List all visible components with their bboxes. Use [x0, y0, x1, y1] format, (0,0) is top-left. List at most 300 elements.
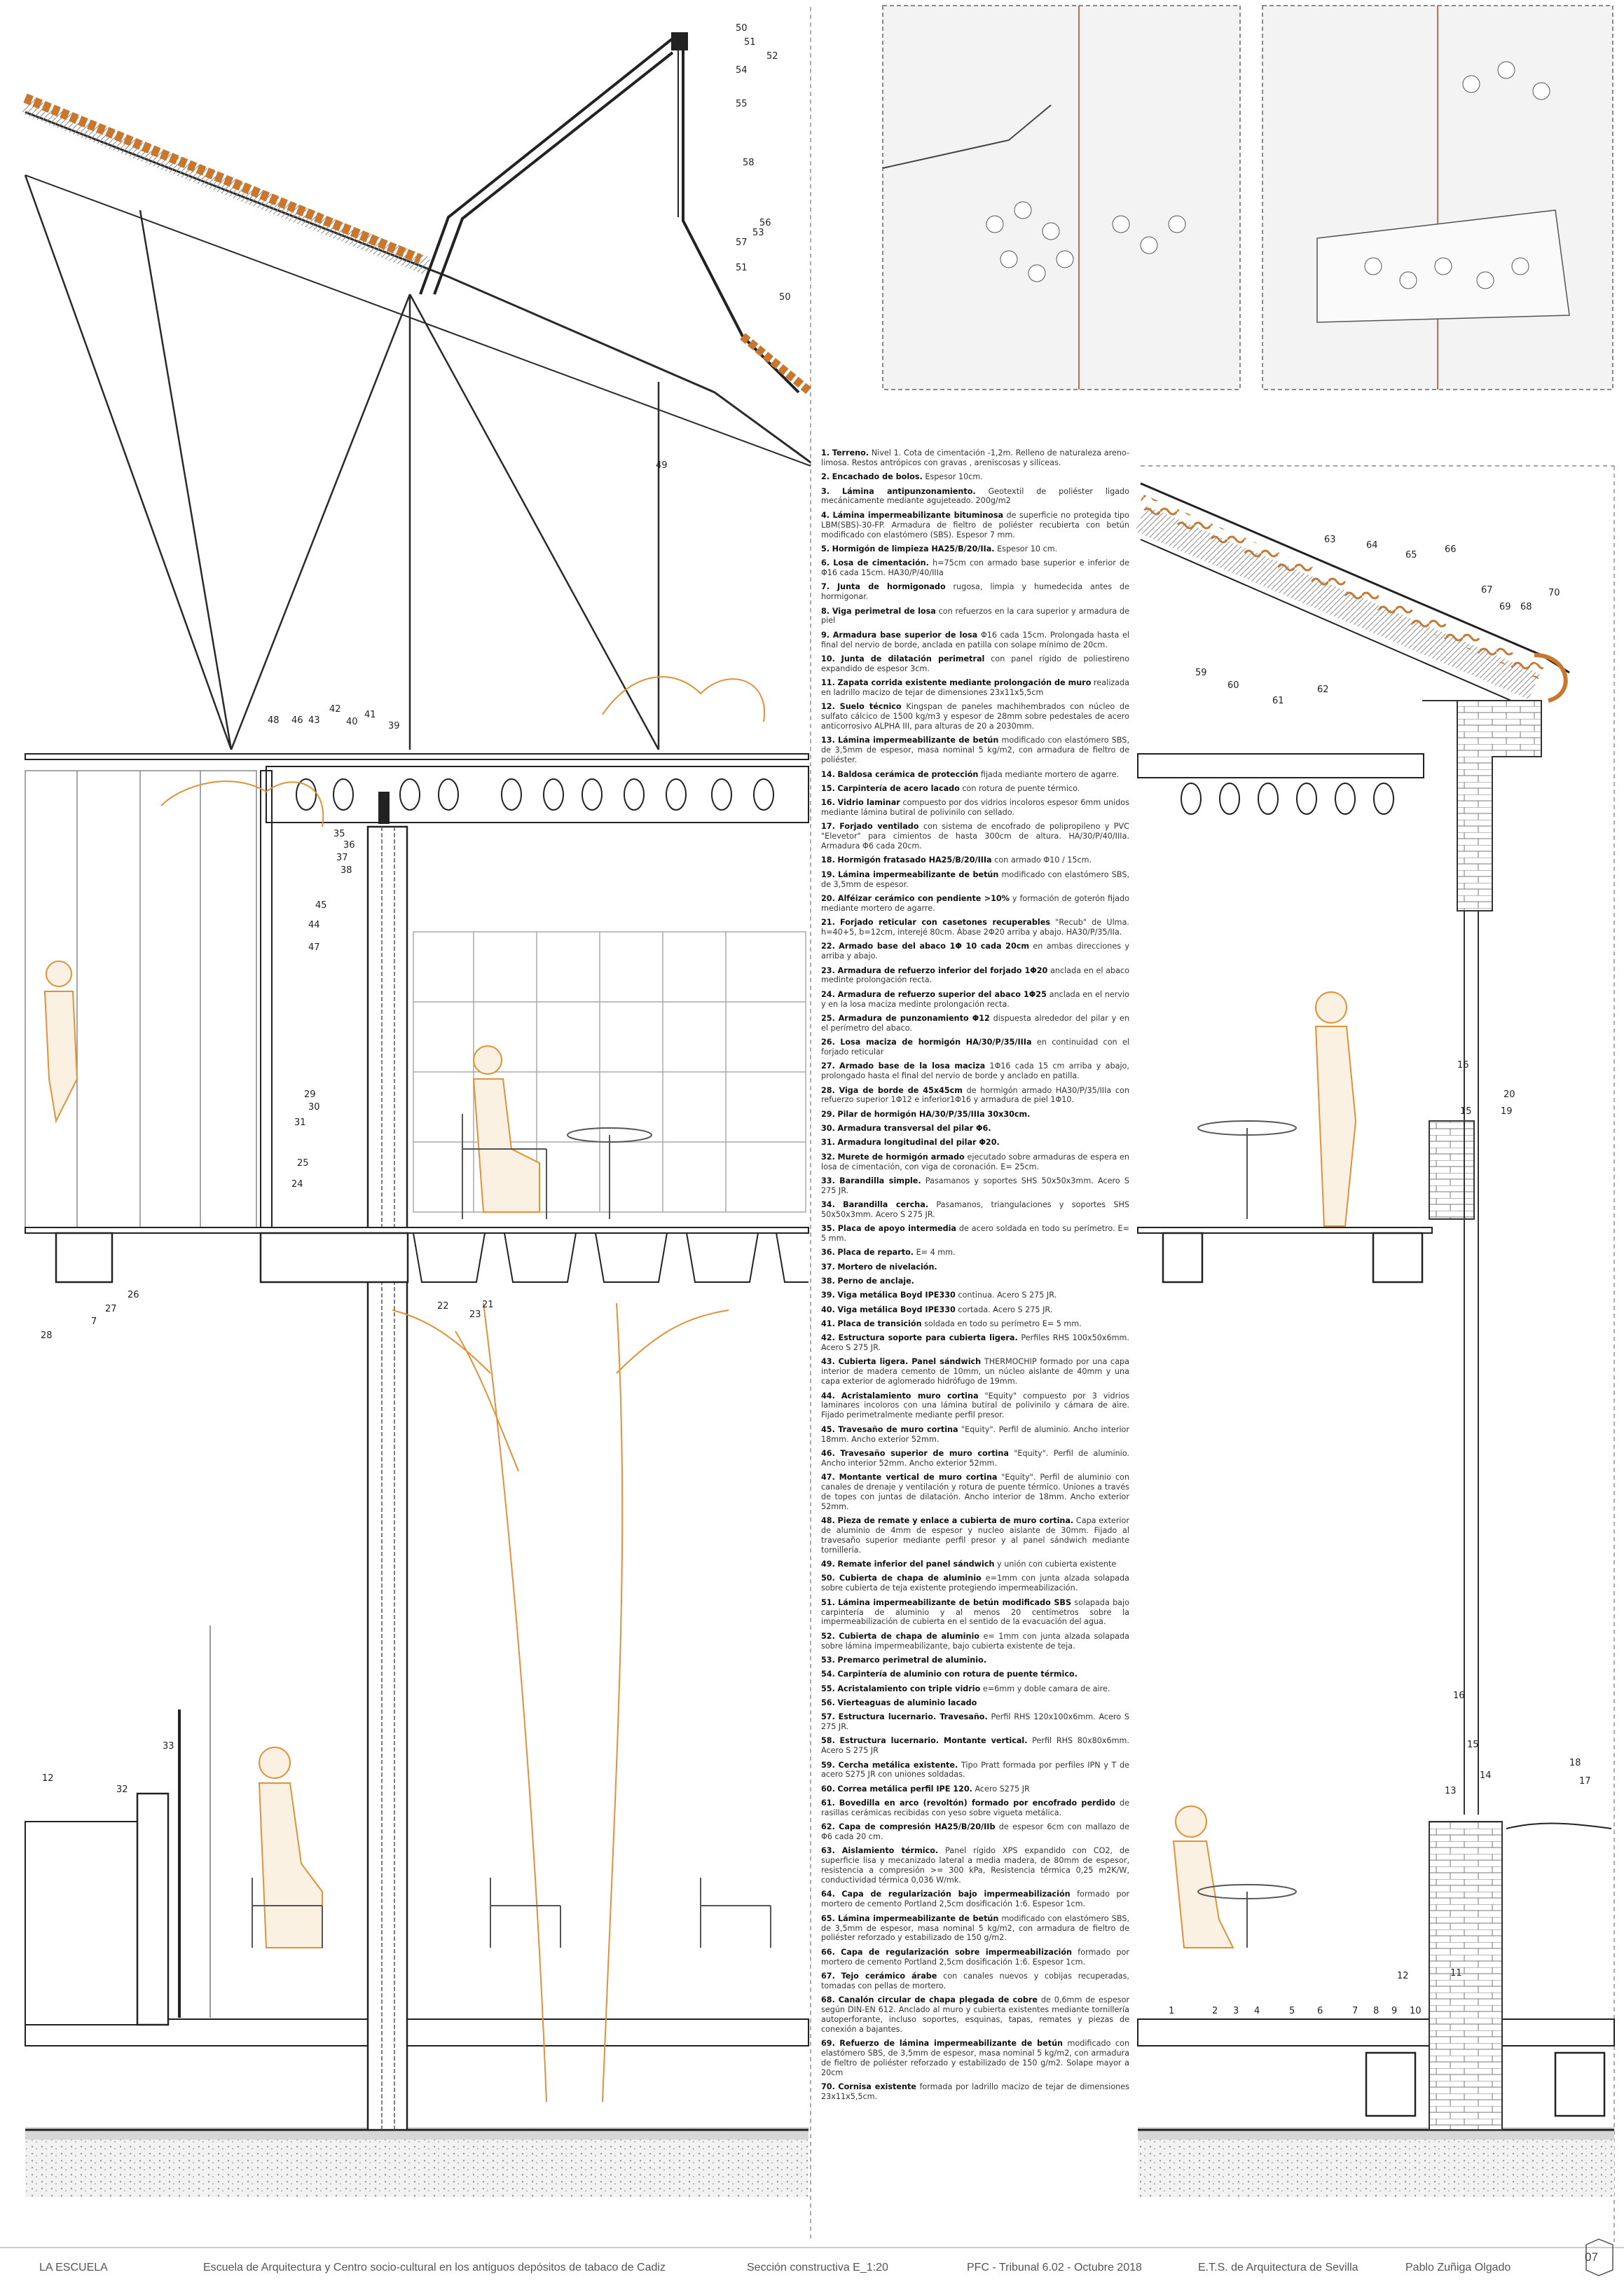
legend-item — [821, 770, 1129, 780]
legend-item-number: 60. — [821, 1784, 835, 1794]
legend-item-text: solapada bajo carpintería de aluminio y al menos 20 centímetros sobre la impermeabilización de cubierta en el sentido de la evacuación del agua. — [821, 1597, 1129, 1627]
footer-section: Sección constructiva E_1:20 — [747, 2262, 888, 2273]
legend-item — [821, 1110, 1129, 1120]
legend-item — [821, 607, 1129, 626]
svg-text:15: 15 — [1460, 1106, 1472, 1117]
legend-item — [821, 1263, 1129, 1272]
legend-item-number: 66. — [821, 1947, 835, 1957]
legend-item-text: rugosa, limpia y humedecida antes de hormigonar. — [821, 582, 1129, 602]
legend-item-heading: Estructura soporte para cubierta ligera. — [838, 1333, 1018, 1343]
svg-text:8: 8 — [1373, 2006, 1379, 2016]
legend-item-heading: Travesaño superior de muro cortina — [840, 1448, 1009, 1458]
svg-text:65: 65 — [1405, 550, 1417, 560]
legend-item — [821, 1153, 1129, 1172]
legend-item-heading: Viga metálica Boyd IPE330 — [837, 1305, 956, 1314]
legend-item-text: anclada en el abaco medinte prolongación recta. — [821, 965, 1129, 985]
legend-item — [821, 1224, 1129, 1244]
legend-item-text: "Equity". Perfil de aluminio. Ancho interior 52mm. Ancho exterior 52mm. — [821, 1448, 1129, 1468]
legend-item-text: fijada mediante mortero de agarre. — [980, 769, 1120, 779]
legend-item — [821, 702, 1129, 731]
svg-text:29: 29 — [304, 1089, 316, 1100]
legend-item-number: 62. — [821, 1822, 835, 1832]
legend-item-number: 29. — [821, 1109, 835, 1119]
svg-text:40: 40 — [346, 717, 358, 727]
legend-item-heading: Viga metálica Boyd IPE330 — [837, 1291, 956, 1300]
legend-item-text: de 0,6mm de espesor según DIN-EN 612. Anclado al muro y cubierta existentes mediante tornillería autoperforante, incluso soportes, esquinas, tapas, remates y piezas de conexión a bajantes. — [821, 1995, 1130, 2034]
legend-item-text: formado por mortero de cemento Portland 2,5cm dosificación 1:6. Espesor 1cm. — [821, 1890, 1130, 1909]
svg-text:51: 51 — [744, 37, 756, 48]
legend-item-number: 28. — [821, 1085, 835, 1095]
svg-text:36: 36 — [343, 840, 355, 851]
legend-item-number: 16. — [821, 798, 835, 808]
legend-item — [821, 544, 1129, 554]
legend-item-text: "Equity". Perfil de aluminio con canales de drenaje y ventilación y rotura de puente térmico. Uniones a través de topes con juntas de dilatación. Ancho interior de 18mm. Ancho exterior 52mm. — [821, 1473, 1129, 1511]
legend-item-heading: Armadura longitudinal del pilar Φ20. — [837, 1138, 1000, 1148]
legend-item-number: 49. — [821, 1560, 835, 1569]
legend-item-number: 57. — [821, 1712, 835, 1722]
legend-item — [821, 1391, 1129, 1421]
legend-item-number: 10. — [821, 654, 835, 663]
legend-item-number: 47. — [821, 1473, 835, 1482]
legend-item-heading: Canalón circular de chapa plegada de cobre — [838, 1995, 1038, 2005]
legend-item-text: modificado con elastómero SBS, de 3,5mm de espesor. — [821, 869, 1129, 889]
legend-item-heading: Cubierta de chapa de aluminio — [839, 1631, 979, 1641]
svg-text:61: 61 — [1272, 696, 1284, 706]
legend-item-text: con sistema de encofrado de polipropileno y PVC "Elevetor" para cimientos de hasta 300cm de altura. HA/30/P/40/IIIa. Armadura Φ6 cada 20cm. — [821, 822, 1129, 851]
legend-item-text: Espesor 10cm. — [925, 472, 983, 482]
footer-author: Pablo Zuñiga Olgado — [1405, 2262, 1511, 2273]
legend-item-text: Geotextil de poliéster ligado mecánicamente mediante agujeteado. 200g/m2 — [821, 486, 1129, 506]
legend-item-text: de hormigón armado HA30/P/35/IIIa con refuerzo superior 1Φ12 e inferior1Φ16 y armadura de piel 1Φ10. — [821, 1085, 1129, 1105]
svg-text:6: 6 — [1317, 2006, 1323, 2016]
legend-item-text: anclada en el nervio y en la losa maciza medinte prolongación recta. — [821, 989, 1129, 1009]
svg-text:38: 38 — [340, 865, 352, 876]
svg-text:9: 9 — [1391, 2006, 1398, 2016]
legend-item — [821, 1972, 1129, 1991]
legend-item-text: cortada. Acero S 275 JR. — [958, 1305, 1053, 1314]
legend-item-heading: Hormigón de limpieza HA25/B/20/IIa. — [832, 544, 995, 553]
legend-item-heading: Vidrio laminar — [837, 798, 900, 808]
legend-item-heading: Alféizar cerámico con pendiente >10% — [837, 893, 1010, 903]
legend-item-text: Tipo Pratt formada por perfiles IPN y T de acero S275 JR con uniones soldadas. — [821, 1760, 1129, 1780]
legend-item-text: Acero S275 JR — [975, 1784, 1030, 1794]
legend-item-heading: Carpintería de aluminio con rotura de puente térmico. — [837, 1670, 1078, 1679]
legend-item-number: 9. — [821, 630, 830, 640]
legend-item — [821, 798, 1129, 818]
legend-item-text: realizada en ladrillo macizo de tejar de dimensiones 23x11x5,5cm — [821, 678, 1129, 698]
footer-school: LA ESCUELA — [39, 2262, 108, 2273]
svg-text:67: 67 — [1481, 585, 1493, 596]
legend-item-number: 39. — [821, 1291, 835, 1300]
legend-item-text: "Equity". Perfil de aluminio. Ancho interior 18mm. Ancho exterior 52mm. — [821, 1424, 1129, 1444]
svg-text:51: 51 — [736, 263, 748, 273]
svg-text:20: 20 — [1503, 1089, 1515, 1100]
svg-text:13: 13 — [1445, 1786, 1457, 1796]
legend-item-heading: Hormigón fratasado HA25/B/20/IIIa — [837, 855, 992, 865]
legend-item — [821, 1656, 1129, 1665]
svg-text:2: 2 — [1212, 2006, 1218, 2016]
legend-item-text: y formación de goterón fijado mediante mortero de agarre. — [821, 893, 1129, 913]
legend-item — [821, 558, 1129, 578]
legend-item-text: de espesor 6cm con mallazo de Φ6 cada 20 cm. — [821, 1822, 1130, 1842]
legend-item-heading: Capa de compresión HA25/B/20/IIb — [839, 1822, 996, 1832]
legend-item-text: Panel rígido XPS expandido con CO2, de superficie lisa y mecanizado lateral a media madera, de 80mm de espesor, resistencia a compresión >= 300 kPa, Resistencia térmica 0,25 m2K/W, conductividad térmica 0,036 W/mk. — [821, 1846, 1129, 1885]
legend-item-number: 64. — [821, 1890, 835, 1899]
legend-item-number: 61. — [821, 1798, 835, 1808]
legend-item-heading: Terreno. — [832, 448, 869, 458]
legend-item-heading: Refuerzo de lámina impermeabilizante de betún — [839, 2039, 1063, 2049]
legend-item-heading: Premarco perimetral de aluminio. — [837, 1655, 987, 1665]
legend-item — [821, 1038, 1129, 1057]
svg-text:43: 43 — [308, 715, 320, 726]
plan-thumbnail-1 — [883, 6, 1240, 390]
legend-item-heading: Viga de borde de 45x45cm — [839, 1085, 963, 1095]
svg-text:23: 23 — [469, 1309, 481, 1320]
legend-item-number: 58. — [821, 1736, 835, 1746]
legend-item-heading: Placa de apoyo intermedia — [837, 1224, 956, 1234]
legend-item-heading: Armadura de refuerzo inferior del forjado 1Φ20 — [837, 965, 1048, 975]
legend-item — [821, 855, 1129, 865]
svg-text:47: 47 — [308, 942, 320, 953]
svg-text:44: 44 — [308, 920, 320, 930]
legend-item — [821, 1684, 1129, 1694]
legend-item — [821, 1333, 1129, 1353]
legend-item-text: continua. Acero S 275 JR. — [958, 1291, 1057, 1300]
legend-item-number: 59. — [821, 1760, 835, 1770]
legend-item-heading: Lámina impermeabilizante de betún — [837, 1913, 999, 1923]
svg-text:70: 70 — [1548, 588, 1560, 598]
legend-item-heading: Capa de regularización sobre impermeabilización — [841, 1947, 1072, 1957]
legend-item — [821, 2082, 1129, 2102]
legend-item-heading: Encachado de bolos. — [832, 472, 923, 482]
legend-item-number: 31. — [821, 1138, 835, 1148]
legend-item — [821, 966, 1129, 986]
svg-text:15: 15 — [1467, 1740, 1479, 1750]
legend-item — [821, 1061, 1129, 1081]
legend-item-number: 26. — [821, 1038, 835, 1047]
legend-item — [821, 1124, 1129, 1134]
svg-text:49: 49 — [656, 460, 668, 471]
legend-item-number: 56. — [821, 1698, 835, 1707]
legend-item-number: 19. — [821, 869, 835, 879]
legend-item-number: 21. — [821, 918, 835, 928]
legend-item-heading: Armado base de la losa maciza — [839, 1061, 986, 1071]
legend-item-number: 33. — [821, 1176, 835, 1185]
legend-item — [821, 1200, 1129, 1220]
legend-item — [821, 990, 1129, 1010]
legend-item-text: modificado con elastómero SBS, de 3,5mm de espesor, masa nominal 5 kg/m2, con armadura de fieltro de poliéster. — [821, 736, 1129, 765]
svg-text:42: 42 — [329, 704, 341, 715]
legend-item — [821, 1736, 1129, 1756]
svg-text:7: 7 — [91, 1316, 97, 1327]
legend-item-text: Capa exterior de aluminio de 4mm de espesor y nucleo aislante de 30mm. Fijado al travesaño superior mediante perfil presor y al panel sándwich mediante tornillería. — [821, 1516, 1129, 1555]
legend-item-heading: Estructura lucernario. Montante vertical. — [839, 1736, 1028, 1746]
svg-text:12: 12 — [1397, 1971, 1409, 1981]
legend-item-text: de rasillas cerámicas recibidas con yeso sobre vigueta metálica. — [821, 1798, 1129, 1817]
legend-item-number: 12. — [821, 702, 835, 712]
legend-item-text: soldada en todo su perímetro E= 5 mm. — [924, 1319, 1082, 1328]
legend-item-number: 55. — [821, 1684, 835, 1693]
svg-text:3: 3 — [1233, 2006, 1239, 2016]
legend-item-number: 13. — [821, 736, 835, 745]
legend-item — [821, 1846, 1129, 1885]
legend-item-heading: Placa de transición — [837, 1319, 922, 1328]
legend-item — [821, 1574, 1129, 1593]
legend-item-text: h=75cm con armado base superior e inferior de Φ16 cada 15cm. HA30/P/40/IIIa — [821, 558, 1129, 578]
legend-item-text: Nivel 1. Cota de cimentación -1,2m. Relleno de naturaleza areno-limosa. Restos antrópicos con gravas , areniscosas y silíceas. — [821, 448, 1130, 467]
svg-text:39: 39 — [388, 721, 400, 731]
legend-item — [821, 1014, 1129, 1033]
svg-text:52: 52 — [766, 51, 778, 62]
legend-item-number: 52. — [821, 1631, 835, 1641]
legend-item-number: 3. — [821, 486, 830, 496]
legend-item-text: 1Φ16 cada 15 cm arriba y abajo, prolongado hasta el final del nervio de borde y anclado en patilla. — [821, 1061, 1129, 1081]
legend-item-text: compuesto por dos vidrios incoloros espesor 6mm unidos mediante lámina butiral de polivinilo con sellado. — [821, 798, 1129, 818]
svg-text:58: 58 — [743, 158, 755, 168]
right-brick-wall — [1422, 701, 1541, 2130]
legend-item-number: 34. — [821, 1200, 835, 1210]
legend-item-number: 65. — [821, 1913, 835, 1923]
svg-text:53: 53 — [752, 228, 764, 238]
legend-item-number: 42. — [821, 1333, 835, 1343]
legend-item-text: de acero soldada en todo su perímetro. E= 5 mm. — [821, 1224, 1129, 1244]
legend-item-number: 4. — [821, 510, 830, 520]
legend-item-number: 30. — [821, 1124, 835, 1134]
legend-item — [821, 448, 1129, 468]
legend-item-number: 51. — [821, 1597, 835, 1607]
left-lower-elements — [25, 1625, 210, 2025]
legend-item-text: con panel rígido de poliestireno expandido de espesor 3cm. — [821, 654, 1129, 673]
svg-text:19: 19 — [1501, 1106, 1513, 1117]
legend-item-heading: Armadura base superior de losa — [832, 630, 978, 640]
legend-item — [821, 1277, 1129, 1286]
legend-item-number: 18. — [821, 855, 835, 865]
legend-item-number: 40. — [821, 1305, 835, 1314]
legend-item-number: 20. — [821, 893, 835, 903]
svg-text:25: 25 — [297, 1158, 309, 1169]
legend-item-text: E= 4 mm. — [916, 1248, 956, 1258]
legend-item — [821, 1784, 1129, 1794]
legend-item — [821, 1473, 1129, 1512]
legend-item-text: con canales nuevos y cobijas recuperadas, tomadas con pellas de mortero. — [821, 1971, 1129, 1990]
legend-item-heading: Perno de anclaje. — [837, 1277, 914, 1286]
legend-item-number: 8. — [821, 606, 830, 616]
legend-item — [821, 1598, 1129, 1628]
legend-item-text: con rotura de puente térmico. — [962, 783, 1080, 793]
legend-item — [821, 1995, 1129, 2035]
legend-item-heading: Estructura lucernario. Travesaño. — [838, 1712, 988, 1722]
legend-item-number: 53. — [821, 1655, 835, 1665]
svg-text:48: 48 — [268, 715, 280, 726]
svg-text:68: 68 — [1520, 602, 1532, 612]
svg-text:16: 16 — [1457, 1060, 1469, 1071]
legend-item — [821, 511, 1129, 540]
svg-text:11: 11 — [1450, 1968, 1462, 1979]
svg-text:4: 4 — [1254, 2006, 1260, 2016]
legend-item — [821, 1560, 1129, 1569]
legend-item-heading: Suelo técnico — [839, 702, 902, 712]
legend-item-number: 41. — [821, 1319, 835, 1328]
legend-item-text: con armado Φ10 / 15cm. — [994, 855, 1092, 865]
legend-item-text: Perfil RHS 80x80x6mm. Acero S 275 JR — [821, 1736, 1129, 1756]
legend-item-text: Pasamanos y soportes SHS 50x50x3mm. Acero S 275 JR. — [821, 1176, 1130, 1195]
legend-item-heading: Placa de reparto. — [837, 1248, 914, 1258]
svg-text:28: 28 — [41, 1330, 53, 1341]
footer-project: Escuela de Arquitectura y Centro socio-cultural en los antiguos depósitos de tabaco de Cadiz — [203, 2262, 666, 2273]
svg-text:30: 30 — [308, 1102, 320, 1113]
legend-item-number: 68. — [821, 1995, 835, 2005]
legend-item — [821, 1632, 1129, 1651]
legend-item — [821, 1291, 1129, 1300]
legend-item-text: en continuidad con el forjado reticular — [821, 1038, 1130, 1057]
legend-item-heading: Barandilla simple. — [839, 1176, 921, 1185]
svg-text:5: 5 — [1289, 2006, 1295, 2016]
legend-item-number: 2. — [821, 472, 830, 482]
legend-item-text: modificado con elastómero SBS, de 3,5mm de espesor, masa nominal 5 kg/m2, con armadura de fieltro de poliéster reforzado y estabilizado de 150 g/m2. Solape mayor a 20cm — [821, 2039, 1129, 2077]
legend-item-text: en ambas direcciones y arriba y abajo. — [821, 942, 1130, 961]
legend-item-number: 36. — [821, 1248, 835, 1258]
legend-item — [821, 1248, 1129, 1258]
legend-item-heading: Acristalamiento muro cortina — [841, 1391, 979, 1401]
legend-item — [821, 1086, 1129, 1106]
legend-item-heading: Cornisa existente — [838, 2082, 916, 2092]
legend-item-number: 48. — [821, 1516, 835, 1526]
legend-item — [821, 1357, 1129, 1387]
legend-item-number: 32. — [821, 1152, 835, 1162]
svg-text:35: 35 — [333, 829, 345, 839]
legend-item-heading: Lámina antipunzonamiento. — [842, 486, 976, 496]
legend-item — [821, 1176, 1129, 1196]
legend-item — [821, 631, 1129, 650]
legend-item — [821, 582, 1129, 602]
legend-item-number: 27. — [821, 1061, 835, 1071]
legend-item — [821, 2039, 1129, 2078]
footer-pfc: PFC - Tribunal 6.02 - Octubre 2018 — [967, 2262, 1142, 2273]
svg-text:32: 32 — [116, 1784, 128, 1795]
legend-item-heading: Armadura de refuerzo superior del abaco 1Φ25 — [837, 989, 1047, 999]
svg-text:33: 33 — [163, 1741, 174, 1752]
legend-item — [821, 822, 1129, 851]
svg-text:63: 63 — [1324, 535, 1336, 545]
legend-item-heading: Armado base del abaco 1Φ 10 cada 20cm — [839, 942, 1030, 951]
legend-item-text: con refuerzos en la cara superior y armadura de piel — [821, 606, 1130, 626]
svg-text:50: 50 — [779, 292, 791, 303]
legend-item-number: 46. — [821, 1448, 835, 1458]
legend-item-number: 17. — [821, 822, 835, 832]
svg-text:55: 55 — [736, 99, 748, 109]
legend-item — [821, 894, 1129, 914]
legend-item-number: 24. — [821, 989, 835, 999]
legend-item — [821, 1914, 1129, 1944]
legend-item-number: 22. — [821, 942, 835, 951]
footer-ets: E.T.S. de Arquitectura de Sevilla — [1198, 2262, 1358, 2273]
legend-item-number: 25. — [821, 1013, 835, 1023]
legend-item — [821, 1698, 1129, 1708]
legend-item-number: 7. — [821, 582, 830, 592]
svg-text:17: 17 — [1579, 1776, 1591, 1787]
legend-item-heading: Armadura transversal del pilar Φ6. — [837, 1124, 991, 1134]
legend-item-text: e= 1mm con junta alzada solapada sobre lámina impermeabilizante, bajo cubierta existente de teja. — [821, 1631, 1129, 1651]
person-figures — [45, 961, 1356, 1948]
legend-item — [821, 1516, 1129, 1555]
legend-item-number: 69. — [821, 2039, 835, 2049]
svg-text:26: 26 — [128, 1290, 139, 1300]
legend-item-heading: Barandilla cercha. — [843, 1200, 929, 1210]
legend-item-number: 37. — [821, 1262, 835, 1272]
legend-item-heading: Bovedilla en arco (revoltón) formado por encofrado perdido — [839, 1798, 1116, 1808]
legend-item-heading: Junta de hormigonado — [837, 582, 946, 592]
concrete-column — [368, 827, 407, 2130]
legend-item-number: 23. — [821, 965, 835, 975]
legend-item-heading: Remate inferior del panel sándwich — [837, 1560, 995, 1569]
legend-item-heading: Lámina impermeabilizante de betún modificado SBS — [838, 1597, 1072, 1607]
svg-text:60: 60 — [1227, 680, 1239, 691]
legend-item-heading: Pilar de hormigón HA/30/P/35/IIIa 30x30cm. — [837, 1109, 1031, 1119]
legend-item-heading: Cubierta ligera. Panel sándwich — [838, 1357, 982, 1367]
svg-text:27: 27 — [105, 1304, 117, 1314]
svg-text:12: 12 — [42, 1773, 54, 1784]
legend-item — [821, 1822, 1129, 1842]
svg-text:14: 14 — [1480, 1770, 1492, 1781]
legend-item — [821, 654, 1129, 674]
legend-item-heading: Lámina impermeabilizante de betún — [837, 736, 999, 745]
plan-thumbnail-2 — [1262, 6, 1613, 390]
legend-item — [821, 1948, 1129, 1967]
svg-text:22: 22 — [437, 1301, 449, 1312]
svg-text:46: 46 — [291, 715, 303, 726]
legend-item-heading: Baldosa cerámica de protección — [837, 769, 979, 779]
svg-text:69: 69 — [1499, 602, 1511, 612]
legend-item — [821, 1712, 1129, 1732]
legend-item-heading: Travesaño de muro cortina — [838, 1424, 958, 1434]
svg-text:1: 1 — [1169, 2006, 1175, 2016]
legend-item — [821, 1319, 1129, 1329]
svg-text:62: 62 — [1317, 684, 1329, 695]
legend-item-heading: Tejo cerámico árabe — [841, 1971, 937, 1981]
legend-item — [821, 1798, 1129, 1818]
legend-item-heading: Losa maciza de hormigón HA/30/P/35/IIIa — [840, 1038, 1032, 1047]
legend-item-text: ejecutado sobre armaduras de espera en losa de cimentación, con viga de coronación. E= 25cm. — [821, 1152, 1129, 1171]
legend-item-heading: Viga perimetral de losa — [832, 606, 936, 616]
svg-text:41: 41 — [364, 710, 376, 720]
svg-text:16: 16 — [1453, 1691, 1465, 1701]
legend-item-number: 15. — [821, 783, 835, 793]
legend-item — [821, 487, 1129, 507]
legend-item — [821, 1761, 1129, 1780]
legend-item-text: modificado con elastómero SBS, de 3,5mm de espesor, masa nominal 5 kg/m2, con armadura de fieltro de poliéster reforzado y estabilizado de 150 g/m2. — [821, 1913, 1129, 1943]
legend-item — [821, 678, 1129, 698]
svg-text:59: 59 — [1195, 668, 1207, 678]
legend-item — [821, 736, 1129, 765]
legend-item-heading: Armadura de punzonamiento Φ12 — [838, 1013, 990, 1023]
svg-text:31: 31 — [294, 1117, 306, 1128]
legend-item-heading: Lámina impermeabilizante bituminosa — [832, 510, 1004, 520]
legend-item-text: e=6mm y doble camara de aire. — [982, 1684, 1110, 1693]
legend-item-text: y unión con cubierta existente — [997, 1560, 1117, 1569]
svg-text:7: 7 — [1352, 2006, 1358, 2016]
callouts-top — [656, 23, 791, 471]
callouts-low — [41, 1290, 494, 1795]
legend-item-number: 35. — [821, 1224, 835, 1234]
svg-text:56: 56 — [759, 218, 771, 228]
legend-item-text: "Equity" compuesto por 3 vidrios laminares incoloros con una lámina butiral de polivinilo y cámara de aire. Fijado perimetralmente mediante perfil presor. — [821, 1391, 1130, 1420]
legend-item-heading: Forjado ventilado — [839, 822, 919, 832]
svg-text:37: 37 — [336, 853, 348, 863]
legend-item — [821, 942, 1129, 961]
svg-text:45: 45 — [315, 900, 327, 911]
legend-item-number: 63. — [821, 1846, 835, 1856]
legend-item-heading: Capa de regularización bajo impermeabilización — [841, 1890, 1071, 1899]
